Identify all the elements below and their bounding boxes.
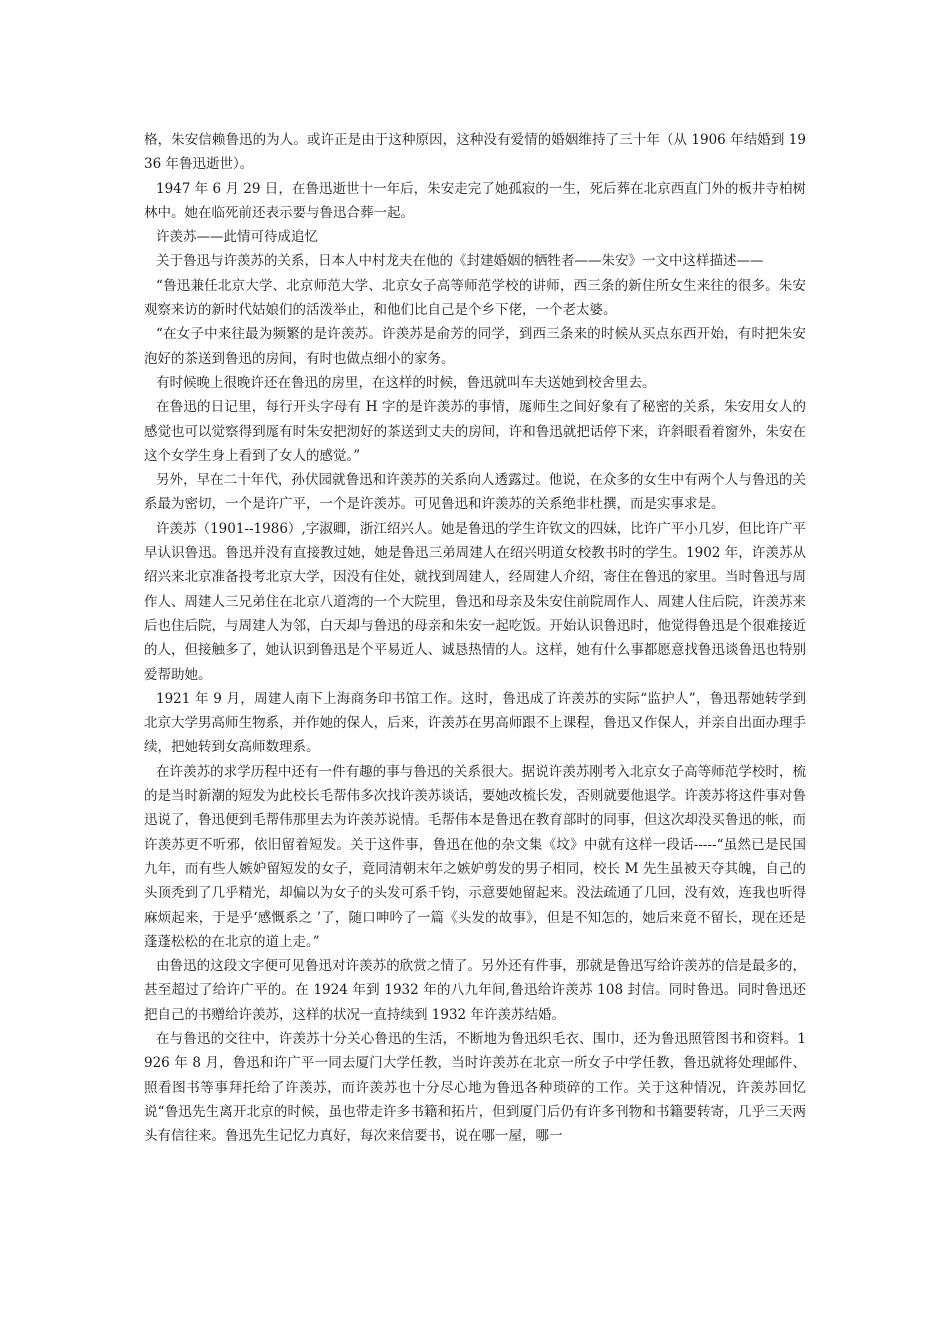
paragraph: 1921 年 9 月，周建人南下上海商务印书馆工作。这时，鲁迅成了许羡苏的实际“监护人”，鲁迅帮她转学到北京大学男高师生物系，并作她的保人，后来，许羡苏在男高师跟不上课程，鲁迅又作保人，并亲自出面办理手续，把她转到女高师数理系。 [144,690,806,756]
paragraph: 由鲁迅的这段文字便可见鲁迅对许羡苏的欣赏之情了。另外还有件事，那就是鲁迅写给许羡苏的信是最多的，甚至超过了给许广平的。在 1924 年到 1932 年的八九年间,鲁迅给许羡苏 108 封信。同时鲁迅。同时鲁迅还把自己的书赠给许羡苏，这样的状况一直持续到 1932 年许羡苏结婚。 [144,958,806,1023]
paragraph: 关于鲁迅与许羡苏的关系，日本人中村龙夫在他的《封建婚姻的牺牲者——朱安》一文中这样描述—— [156,253,764,270]
paragraph: 1947 年 6 月 29 日，在鲁迅逝世十一年后，朱安走完了她孤寂的一生，死后葬在北京西直门外的板井寺柏树林中。她在临死前还表示要与鲁迅合葬一起。 [144,180,806,221]
paragraph: 在与鲁迅的交往中，许羡苏十分关心鲁迅的生活，不断地为鲁迅织毛衣、围巾，还为鲁迅照管图书和资料。1926 年 8 月，鲁迅和许广平一同去厦门大学任教，当时许羡苏在北京一所女子中学任教，鲁迅就将处理邮件、照看图书等事拜托给了许羡苏，而许羡苏也十分尽心地为鲁迅各种琐碎的工作。关于这种情况，许羡苏回忆说“鲁迅先生离开北京的时候，虽也带走许多书籍和拓片，但到厦门后仍有许多刊物和书籍要转寄，几乎三天两头有信往来。鲁迅先生记忆力真好，每次来信要书，说在哪一屋，哪一 [144,1030,806,1145]
quote-paragraph: 在鲁迅的日记里，每行开头字母有 H 字的是许羡苏的事情，厖师生之间好象有了秘密的关系，朱安用女人的感觉也可以觉察得到厖有时朱安把沏好的茶送到丈夫的房间，许和鲁迅就把话停下来，许斜眼看着窗外，朱安在这个女学生身上看到了女人的感觉。” [144,399,806,464]
quote-paragraph: “鲁迅兼任北京大学、北京师范大学、北京女子高等师范学校的讲师，西三条的新住所女生来往的很多。朱安观察来访的新时代姑娘们的活泼举止，和他们比自己是个乡下佬，一个老太婆。 [144,277,806,319]
paragraph: 另外，早在二十年代，孙伏园就鲁迅和许羡苏的关系向人透露过。他说，在众多的女生中有两个人与鲁迅的关系最为密切，一个是许广平，一个是许羡苏。可见鲁迅和许羡苏的关系绝非杜撰，而是实事求是。 [144,472,806,513]
paragraph: 格，朱安信赖鲁迅的为人。或许正是由于这种原因，这种没有爱情的婚姻维持了三十年（从 1906 年结婚到 1936 年鲁迅逝世）。 [144,132,806,173]
quote-paragraph: “在女子中来往最为频繁的是许羡苏。许羡苏是俞芳的同学，到西三条来的时候从买点东西开始，有时把朱安泡好的茶送到鲁迅的房间，有时也做点细小的家务。 [144,326,806,367]
paragraph: 在许羡苏的求学历程中还有一件有趣的事与鲁迅的关系很大。据说许羡苏刚考入北京女子高等师范学校时，梳的是当时新潮的短发为此校长毛帮伟多次找许羡苏谈话，要她改梳长发，否则就要他退学。许羡苏将这件事对鲁迅说了，鲁迅便到毛帮伟那里去为许羡苏说情。毛帮伟本是鲁迅在教育部时的同事，但这次却没买鲁迅的帐，而许羡苏更不听邪，依旧留着短发。关于这件事，鲁迅在他的杂文集《坟》中就有这样一段话-----“虽然已是民国九年，而有些人嫉妒留短发的女子，竟同清朝末年之嫉妒剪发的男子相同，校长 M 先生虽被天夺其魄，自己的头顶秃到了几乎精光，却偏以为女子的头发可系千钧，示意要她留起来。没法疏通了几回，没有效，连我也听得麻烦起来，于是乎‘感慨系之 ’了，随口呻吟了一篇《头发的故事》，但是不知怎的，她后来竟不留长，现在还是蓬蓬松松的在北京的道上走。” [144,763,806,950]
document-body [144,128,806,1148]
quote-paragraph: 有时候晚上很晚许还在鲁迅的房里，在这样的时候，鲁迅就叫车夫送她到校舍里去。 [156,374,656,391]
paragraph: 许羡苏（1901--1986）,字淑卿，浙江绍兴人。她是鲁迅的学生许钦文的四妹，比许广平小几岁，但比许广平早认识鲁迅。鲁迅并没有直接教过她，她是鲁迅三弟周建人在绍兴明道女校教书时的学生。1902 年，许羡苏从绍兴来北京准备投考北京大学，因没有住处，就找到周建人，经周建人介绍，寄住在鲁迅的家里。当时鲁迅与周作人、周建人三兄弟住在北京八道湾的一个大院里，鲁迅和母亲及朱安住前院周作人、周建人住后院，许羡苏来后也住后院，与周建人为邻，白天却与鲁迅的母亲和朱安一起吃饭。开始认识鲁迅时，他觉得鲁迅是个很难接近的人，但接触多了，她认识到鲁迅是个平易近人、诚恳热情的人。这样，她有什么事都愿意找鲁迅谈鲁迅也特别爱帮助她。 [144,520,806,683]
section-heading: 许羡苏——此情可待成追忆 [156,229,318,246]
